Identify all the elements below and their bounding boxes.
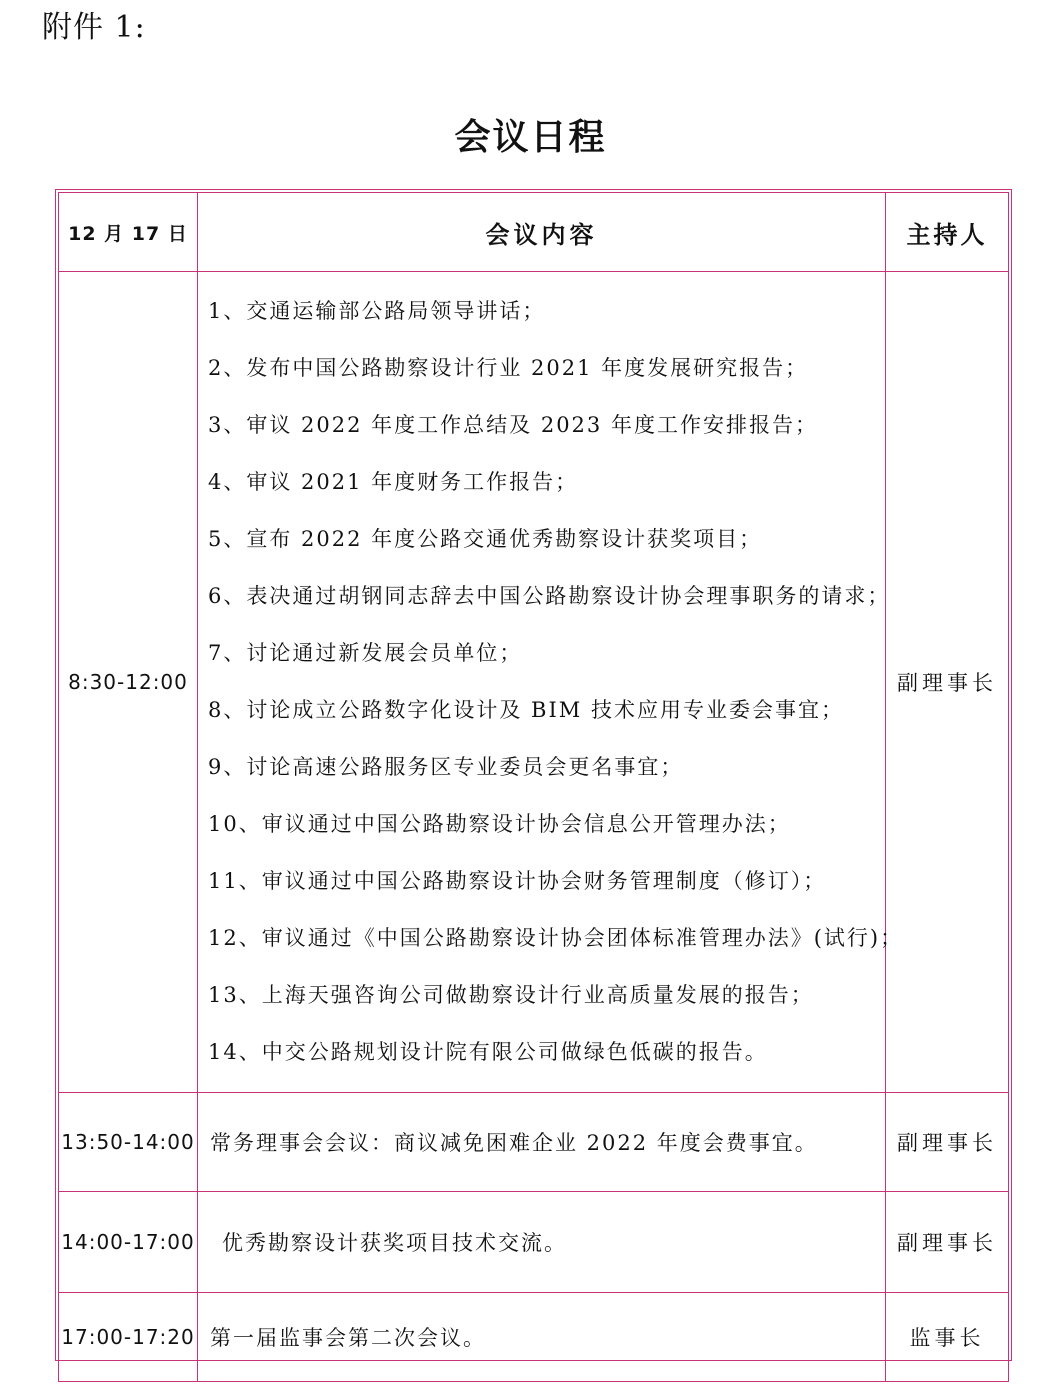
agenda-item: 1、交通运输部公路局领导讲话； [208,299,546,323]
table-row [59,1093,1009,1192]
session-time: 17:00-17:20 [59,1293,198,1382]
session-content: 常务理事会会议：商议减免困难企业 2022 年度会费事宜。 [198,1093,886,1192]
table-row [59,272,1009,1093]
table-row [59,1293,1009,1382]
agenda-item: 13、上海天强咨询公司做勘察设计行业高质量发展的报告； [208,983,814,1007]
session-host: 副理事长 [886,1192,1009,1293]
agenda-item: 10、审议通过中国公路勘察设计协会信息公开管理办法； [208,812,791,836]
session-time: 13:50-14:00 [59,1093,198,1192]
header-content: 会议内容 [198,193,886,272]
schedule-table-frame [55,189,1012,1361]
session-content: 优秀勘察设计获奖项目技术交流。 [198,1192,886,1293]
header-host: 主持人 [886,193,1009,272]
agenda-item: 12、审议通过《中国公路勘察设计协会团体标准管理办法》(试行)； [208,926,904,950]
session-host: 副理事长 [886,272,1009,1093]
session-time: 14:00-17:00 [59,1192,198,1293]
document-title: 会议日程 [454,116,607,158]
agenda-item: 3、审议 2022 年度工作总结及 2023 年度工作安排报告； [208,413,818,437]
session-content: 第一届监事会第二次会议。 [198,1293,886,1382]
attachment-label: 附件 1: [42,10,146,45]
agenda-item: 14、中交公路规划设计院有限公司做绿色低碳的报告。 [208,1040,768,1064]
schedule-table [58,192,1009,1382]
session-time: 8:30-12:00 [59,272,198,1093]
agenda-item: 4、审议 2021 年度财务工作报告； [208,470,579,494]
header-date: 12 月 17 日 [59,193,198,272]
table-row [59,1192,1009,1293]
table-header-row [59,193,1009,272]
agenda-item: 9、讨论高速公路服务区专业委员会更名事宜； [208,755,684,779]
agenda-item: 7、讨论通过新发展会员单位； [208,641,523,665]
agenda-item: 8、讨论成立公路数字化设计及 BIM 技术应用专业委会事宜； [208,698,844,722]
agenda-item: 5、宣布 2022 年度公路交通优秀勘察设计获奖项目； [208,527,763,551]
agenda-item: 6、表决通过胡钢同志辞去中国公路勘察设计协会理事职务的请求； [208,584,891,608]
session-host: 副理事长 [886,1093,1009,1192]
session-content [198,272,904,1093]
agenda-item: 11、审议通过中国公路勘察设计协会财务管理制度（修订）； [208,869,827,893]
agenda-item: 2、发布中国公路勘察设计行业 2021 年度发展研究报告； [208,356,809,380]
session-host: 监事长 [886,1293,1009,1382]
agenda-list [208,272,904,1092]
